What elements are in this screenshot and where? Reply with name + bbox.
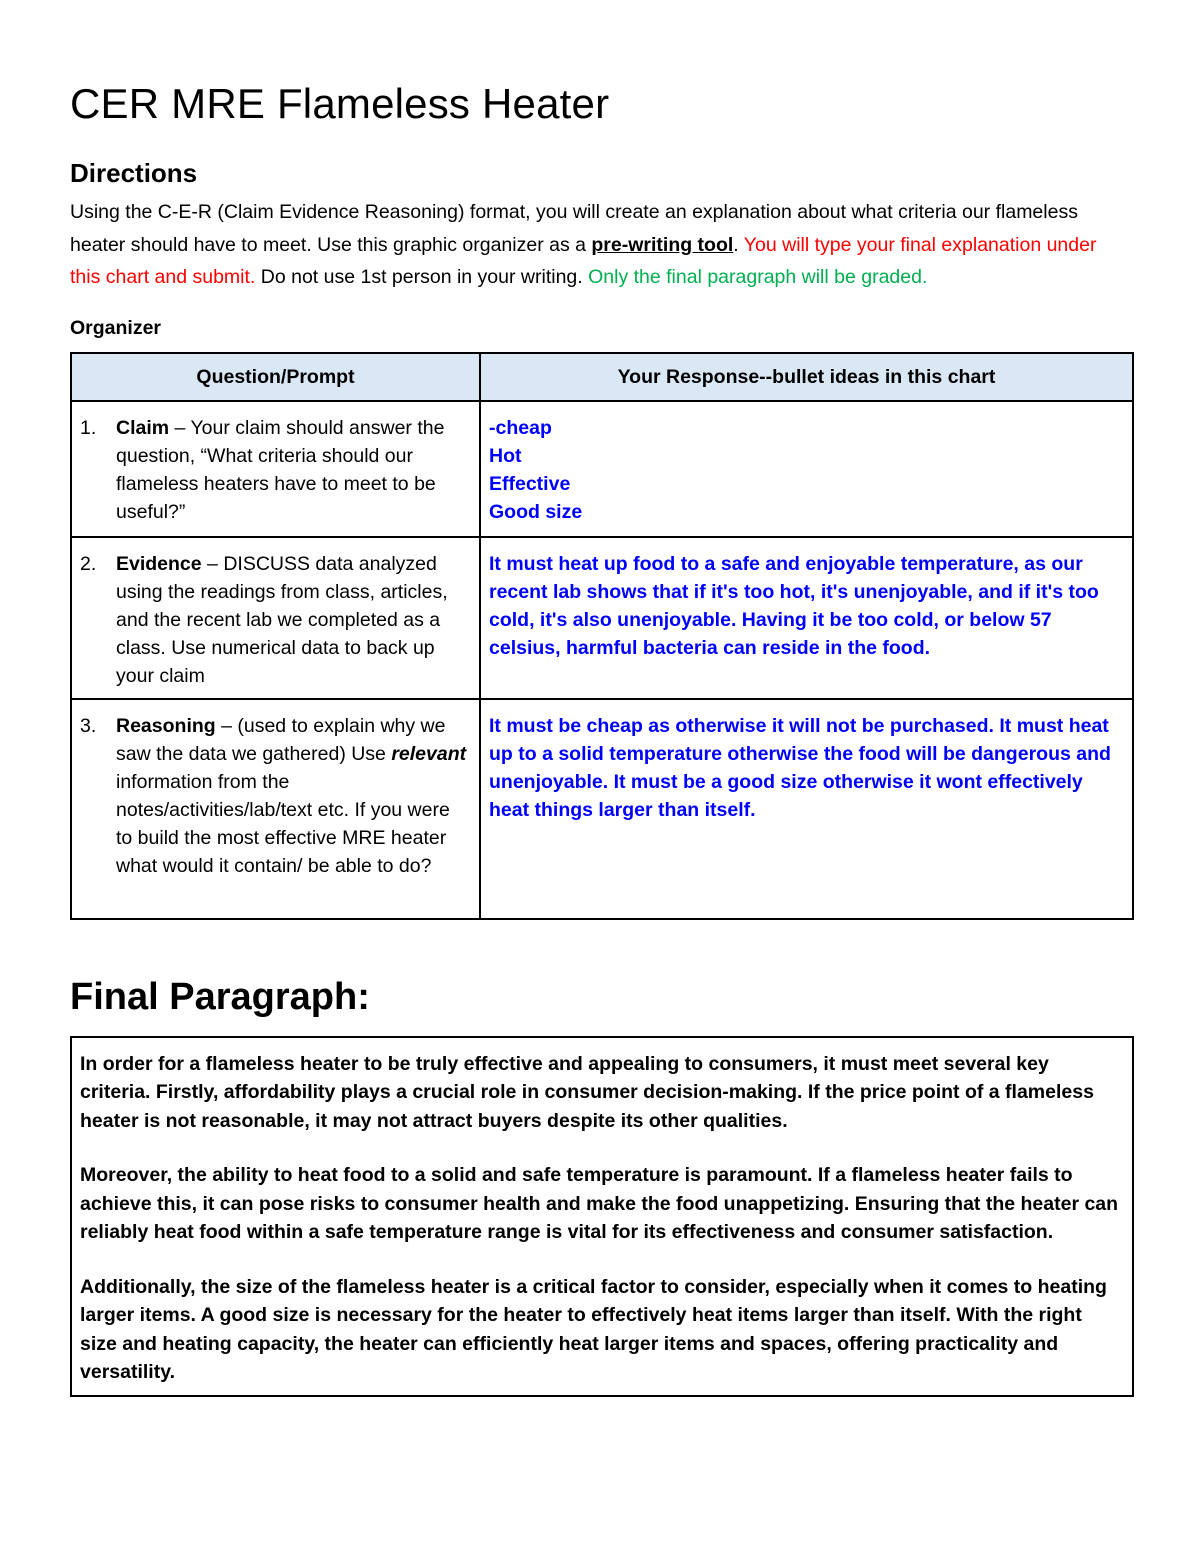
final-paragraph-box[interactable] (70, 1036, 1134, 1397)
claim-response-line: Effective (489, 472, 571, 495)
claim-response-cell[interactable] (480, 401, 1133, 537)
directions-text-3: Do not use 1st person in your writing. (255, 266, 589, 288)
evidence-response-cell[interactable] (480, 537, 1133, 699)
evidence-prompt-cell (71, 537, 480, 699)
grading-note: Only the final paragraph will be graded. (588, 266, 928, 288)
final-paragraph: Moreover, the ability to heat food to a solid and safe temperature is paramount. If a flameless heater fails to achieve this, it can pose risks to consumer health and make the food unappetizing. Ensuring that the heater can reliably heat food within a safe temperature range is vital for its effectiveness and consumer satisfaction. (80, 1164, 1119, 1243)
claim-response-line: -cheap (489, 416, 552, 439)
final-paragraph: In order for a flameless heater to be truly effective and appealing to consumers, it must meet several key criteria. Firstly, affordability plays a crucial role in consumer decision-making. If the price point of a flameless heater is not reasonable, it may not attract buyers despite its other qualities. (80, 1052, 1094, 1132)
submit-instruction: You will type your final explanation under this chart and submit. (70, 233, 1097, 288)
claim-response-line: Hot (489, 444, 522, 467)
reasoning-response-text: It must be cheap as otherwise it will not be purchased. It must heat up to a solid temperature otherwise the food will be dangerous and unenjoyable. It must be a good size otherwise it wont effectively heat things larger than itself. (489, 714, 1111, 821)
directions-text-2: . (733, 233, 744, 256)
directions-heading: Directions (70, 158, 198, 188)
directions-text (70, 196, 1132, 294)
relevant-emphasis: relevant (391, 742, 467, 765)
reasoning-prompt-cell (71, 699, 480, 919)
pre-writing-tool-emphasis: pre-writing tool (591, 233, 734, 256)
row-number: 3. (80, 714, 97, 737)
final-paragraph: Additionally, the size of the flameless heater is a critical factor to consider, especially when it comes to heating larger items. A good size is necessary for the heater to effectively heat items larger than itself. With the right size and heating capacity, the heater can efficiently heat larger items and spaces, offering practicality and versatility. (80, 1275, 1107, 1383)
table-header-row (71, 353, 1133, 401)
evidence-prompt-text: – DISCUSS data analyzed using the readings from class, articles, and the recent lab we completed as a class. Use numerical data to back up your claim (116, 552, 448, 687)
organizer-heading: Organizer (70, 316, 162, 339)
claim-label: Claim (116, 416, 170, 439)
claim-prompt-cell (71, 401, 480, 537)
reasoning-prompt-text-2: information from the notes/activities/lab/text etc. If you were to build the most effective MRE heater what would it contain/ be able to do? (116, 770, 450, 877)
claim-response-line: Good size (489, 500, 583, 523)
final-paragraph-heading: Final Paragraph: (70, 975, 370, 1018)
column-header-response: Your Response--bullet ideas in this chart (480, 353, 1133, 401)
evidence-response-text: It must heat up food to a safe and enjoyable temperature, as our recent lab shows that if it's too hot, it's unenjoyable, and if it's too cold, it's also unenjoyable. Having it be too cold, or below 57 celsius, harmful bacteria can reside in the food. (489, 552, 1099, 659)
page-title: CER MRE Flameless Heater (70, 80, 610, 127)
claim-prompt-text: – Your claim should answer the question, “What criteria should our flameless heaters have to meet to be useful?” (116, 416, 445, 523)
reasoning-prompt-text-1: – (used to explain why we saw the data we gathered) Use (116, 714, 446, 765)
table-row-evidence (71, 537, 1133, 699)
directions-text-1: Using the C-E-R (Claim Evidence Reasoning) format, you will create an explanation about what criteria our flameless heater should have to meet. Use this graphic organizer as a (70, 201, 1078, 256)
table-row-claim (71, 401, 1133, 537)
evidence-label: Evidence (116, 552, 202, 575)
organizer-table (70, 352, 1134, 920)
reasoning-label: Reasoning (116, 714, 216, 737)
document-page (70, 78, 1132, 1397)
row-number: 2. (80, 552, 97, 575)
table-row-reasoning (71, 699, 1133, 919)
reasoning-response-cell[interactable] (480, 699, 1133, 919)
row-number: 1. (80, 416, 97, 439)
column-header-prompt: Question/Prompt (71, 353, 480, 401)
